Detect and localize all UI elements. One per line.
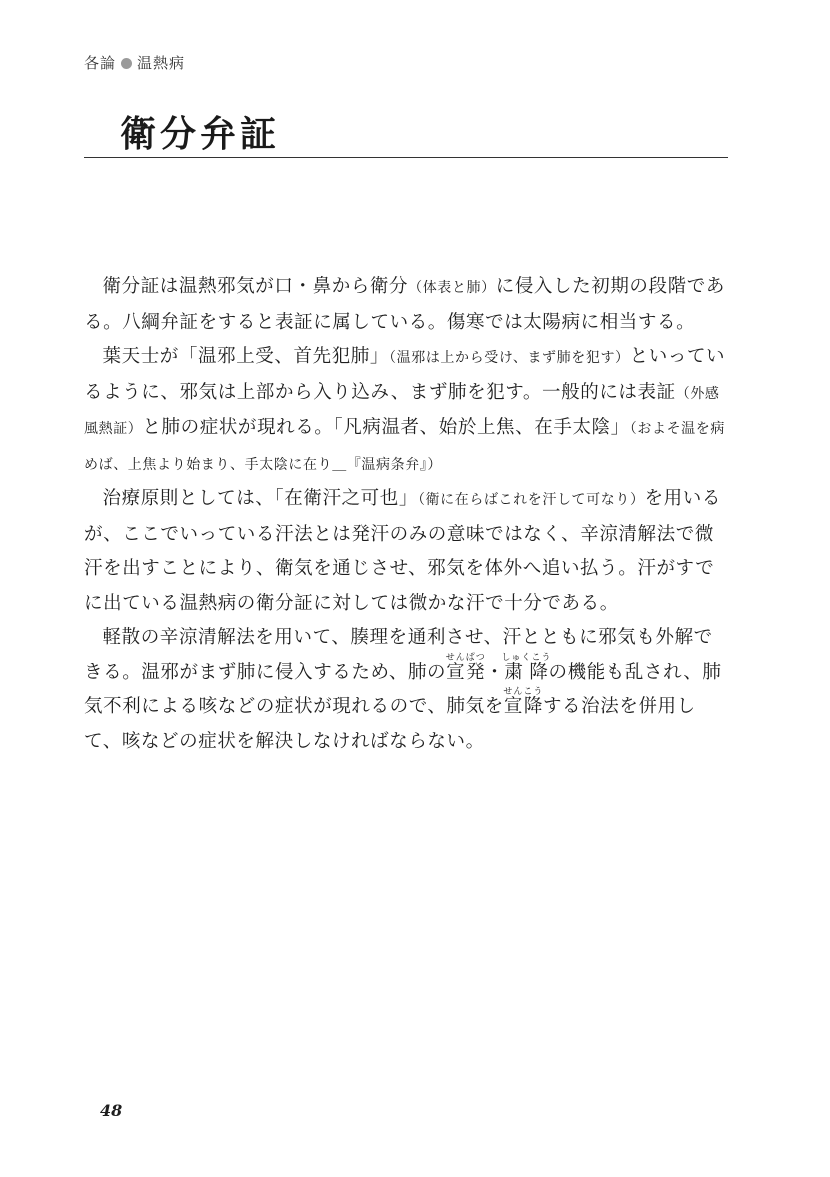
ruby-reading-1: せんぱつ xyxy=(445,652,486,663)
p1-text-a: 衛分証は温熱邪気が口・鼻から衛分 xyxy=(102,276,409,297)
ruby-base-2: 粛降 xyxy=(501,661,552,683)
p1-text-c: に侵入した初期の段階である。八綱弁証をすると表証に属している。傷寒では太陽病に相当する。 xyxy=(84,276,725,333)
ruby-reading-2: しゅくこう xyxy=(501,652,552,663)
p4-text-a: 軽散の辛涼清解法を用いて、腠理を通利させ、汗とともに邪気も外解できる。温邪がまず肺に侵入するため、肺の xyxy=(84,627,713,683)
ruby-senpatsu xyxy=(445,652,486,683)
paragraph-1 xyxy=(84,270,730,340)
p3-text-a: 治療原則としては、「在衛汗之可也」 xyxy=(102,488,418,509)
header-section: 各論 xyxy=(84,54,117,72)
p4-text-d: する治法を併用して、咳などの症状を解決しなければならない。 xyxy=(84,696,696,752)
paragraph-3 xyxy=(84,482,730,621)
bullet-dot-icon xyxy=(121,58,132,69)
p3-note: （衛に在らばこれを汗して可なり） xyxy=(417,492,645,508)
p2-note-1: （温邪は上から受け、まず肺を犯す） xyxy=(389,350,630,366)
p1-note: （体表と肺） xyxy=(408,280,496,296)
p2-text-a: 葉天士が「温邪上受、首先犯肺」 xyxy=(102,346,390,367)
p4-separator: ・ xyxy=(485,661,505,683)
title-underline-divider xyxy=(84,157,728,158)
ruby-shukukou xyxy=(501,652,552,683)
p2-text-c: といっているように、邪気は上部から入り込み、まず肺を犯す。一般的には表証 xyxy=(84,346,726,403)
paragraph-4 xyxy=(84,621,730,759)
p2-note-2: （外感風熱証） xyxy=(84,385,720,437)
p2-note-3: （およそ温を病めば、上焦より始まり、手太陰に在り＿『温病条弁』） xyxy=(84,421,725,473)
ruby-base-3: 宣降 xyxy=(503,696,544,717)
ruby-base-1: 宣発 xyxy=(445,661,486,683)
page-title: 衛分弁証 xyxy=(120,114,281,155)
p4-text-c: の機能も乱され、肺気不利による咳などの症状が現れるので、肺気を xyxy=(84,661,722,717)
paragraph-2 xyxy=(84,340,730,482)
header-topic: 温熱病 xyxy=(137,54,186,72)
p3-text-c: を用いるが、ここでいっている汗法とは発汗のみの意味ではなく、辛涼清解法で微汗を出すことにより、衛気を通じさせ、邪気を体外へ追い払う。汗がすでに出ている温熱病の衛分証に対しては微かな汗で十分である。 xyxy=(84,488,721,614)
ruby-senkou xyxy=(503,687,544,717)
page-number: 48 xyxy=(100,1101,123,1120)
body-text xyxy=(84,270,730,759)
p2-text-e: と肺の症状が現れる。「凡病温者、始於上焦、在手太陰」 xyxy=(142,417,630,438)
running-header xyxy=(84,52,185,73)
ruby-reading-3: せんこう xyxy=(503,687,544,697)
